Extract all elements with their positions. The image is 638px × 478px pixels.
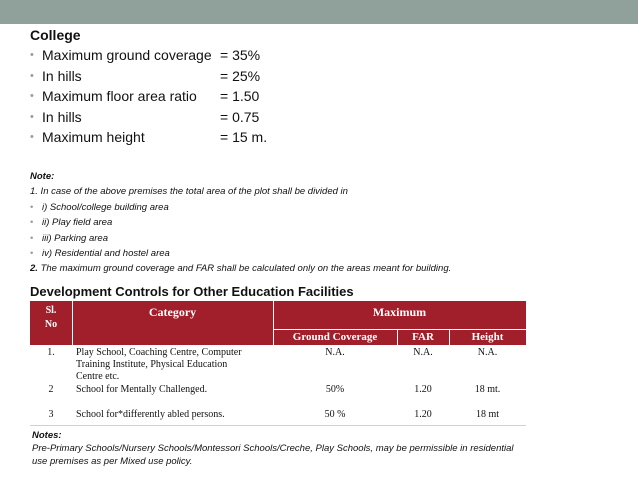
row-3-ground-coverage: 50 % [324, 409, 346, 420]
header-divider [273, 301, 274, 345]
bullet-dot-icon: • [30, 90, 34, 102]
row-1-height: N.A. [477, 347, 498, 358]
header-sl-line-2: No [44, 319, 58, 330]
note-block [30, 169, 620, 277]
row-1-category-line: Training Institute, Physical Education [76, 359, 228, 370]
row-3-sl: 3 [48, 409, 54, 420]
row-1-far: N.A. [413, 347, 433, 358]
bullet-item [30, 66, 430, 87]
bullet-dot-icon: • [30, 217, 34, 229]
note-sub-item-text: iii) Parking area [42, 232, 108, 244]
header-divider [449, 329, 450, 345]
bullet-value: = 0.75 [220, 108, 260, 125]
bullet-label: Maximum ground coverage [42, 47, 212, 63]
note-heading: Note: [30, 171, 55, 182]
header-sl-line-1: Sl. [45, 305, 57, 316]
table-heading: Development Controls for Other Education Facilities [30, 284, 354, 299]
row-1-ground-coverage: N.A. [325, 347, 345, 358]
bullet-item [30, 45, 430, 66]
row-2-category [76, 384, 276, 395]
note-line-2 [30, 261, 620, 276]
row-2-far: 1.20 [414, 384, 432, 395]
note-line-2-number: 2. [30, 263, 38, 275]
college-bullet-list [30, 45, 430, 148]
bullet-dot-icon: • [30, 49, 34, 61]
header-sl [30, 304, 72, 332]
bullet-label: Maximum floor area ratio [42, 88, 197, 104]
bullet-value: = 25% [220, 67, 261, 84]
bullet-label: In hills [42, 67, 82, 84]
row-2-ground-coverage: 50% [325, 384, 345, 395]
row-2-sl: 2 [48, 384, 54, 395]
header-category: Category [148, 305, 197, 319]
bullet-dot-icon: • [30, 131, 34, 143]
bullet-dot-icon: • [30, 201, 34, 213]
bullet-label: Maximum height [42, 129, 145, 145]
table-bottom-rule [30, 425, 526, 426]
row-2-category-line: School for Mentally Challenged. [76, 384, 208, 395]
section-title: College [30, 27, 81, 43]
note-line-1: 1. In case of the above premises the total area of the plot shall be divided in [30, 186, 348, 198]
bullet-value: = 15 m. [220, 129, 268, 145]
row-1-category-line: Play School, Coaching Centre, Computer [76, 347, 242, 358]
note-sub-item-text: ii) Play field area [42, 217, 113, 229]
bullet-value: = 35% [220, 47, 261, 63]
notes-text-line-1: Pre-Primary Schools/Nursery Schools/Montessori Schools/Creche, Play Schools, may be permissible in residential [32, 443, 514, 454]
notes-text-line-2: use premises as per Mixed use policy. [32, 456, 193, 467]
row-1-category-line: Centre etc. [76, 371, 120, 382]
bullet-value: = 1.50 [220, 88, 260, 104]
top-banner [0, 0, 638, 24]
notes-heading: Notes: [32, 430, 62, 441]
header-maximum: Maximum [372, 305, 427, 319]
note-sub-item-text: iv) Residential and hostel area [42, 247, 170, 259]
row-3-category-line: School for*differently abled persons. [76, 409, 225, 420]
bullet-dot-icon: • [30, 110, 34, 123]
row-1-category [76, 347, 276, 383]
bullet-dot-icon: • [30, 247, 34, 259]
header-far: FAR [412, 331, 434, 343]
table-header [30, 301, 526, 345]
row-3-category [76, 409, 276, 420]
note-line-2-text: The maximum ground coverage and FAR shall be calculated only on the areas meant for building. [40, 263, 452, 275]
bullet-item [30, 86, 430, 107]
row-3-far: 1.20 [414, 409, 432, 420]
note-sub-item-text: i) School/college building area [42, 201, 169, 213]
note-sub-item [30, 200, 620, 215]
note-sub-item [30, 215, 620, 230]
note-sub-item [30, 246, 620, 261]
bullet-item [30, 127, 430, 148]
note-sub-item [30, 231, 620, 246]
header-divider [72, 301, 73, 345]
bullet-item [30, 107, 430, 128]
row-3-height: 18 mt [475, 409, 500, 420]
header-height: Height [471, 331, 504, 343]
bullet-label: In hills [42, 108, 82, 125]
header-divider [397, 329, 398, 345]
header-ground-coverage: Ground Coverage [292, 331, 378, 343]
row-2-height: 18 mt. [474, 384, 501, 395]
header-divider [273, 329, 526, 330]
bullet-dot-icon: • [30, 232, 34, 244]
notes-block [32, 429, 602, 468]
row-1-sl: 1. [47, 347, 55, 358]
bullet-dot-icon: • [30, 69, 34, 82]
education-facilities-table [30, 301, 526, 426]
